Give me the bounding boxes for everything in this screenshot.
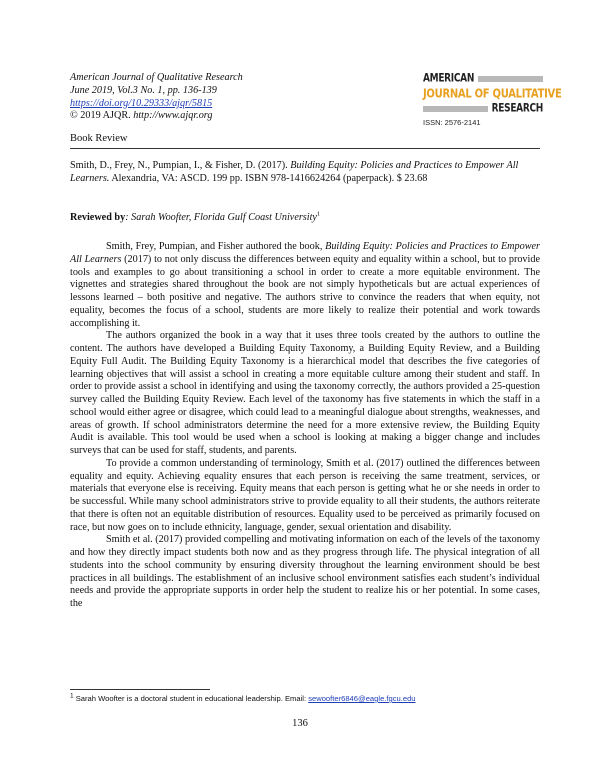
paragraph-text: (2017) to not only discuss the differences between equity and equality within a school, but to provide tools and examples to go about transitioning a school in order to create a more equitable environment. The vignettes and strategies shared throughout the book are not simply hypotheticals but are actual experiences of lessons learned – both positive and negative. The authors strive to convince the readers that when equity, not equality, becomes the focus of a school, students are more likely to realize their potential and work towards accomplishing it. bbox=[70, 253, 540, 329]
logo-word-research: RESEARCH bbox=[491, 102, 543, 116]
logo-word-journal: JOURNAL OF QUALITATIVE bbox=[423, 87, 562, 101]
journal-logo bbox=[423, 72, 562, 127]
citation-authors: Smith, D., Frey, N., Pumpian, I., & Fisher, D. (2017). bbox=[70, 160, 291, 171]
paragraph: Smith et al. (2017) provided compelling and motivating information on each of the levels of the taxonomy and how they directly impact students both now and as they progress through life. The physical integration of all students into the school community by ensuring diversity throughout the learning environment should be best practices in all buildings. The establishment of an inclusive school environment satisfies each student’s individual needs and provide the appropriate supports in order help the student to realize his or her potential. In some cases, the bbox=[70, 534, 540, 609]
footnote-text: Sarah Woofter is a doctoral student in educational leadership. Email: bbox=[73, 694, 309, 703]
logo-bar bbox=[423, 106, 488, 112]
page-number: 136 bbox=[292, 718, 308, 729]
issue-info: June 2019, Vol.3 No. 1, pp. 136-139 bbox=[70, 84, 217, 96]
reviewed-by bbox=[70, 212, 540, 225]
review-body bbox=[70, 241, 540, 611]
reviewed-by-label: Reviewed by bbox=[70, 212, 126, 223]
paragraph: The authors organized the book in a way that it uses three tools created by the authors to outline the content. The authors have developed a Building Equity Taxonomy, a Building Equity Review, and a Building Equity Full Audit. The Building Equity Taxonomy is a hierarchical model that describes the five categories of learning objectives that will assist a school in creating a more equitable culture among their student and staff. In order to provide assist a school in identifying and using the taxonomy correctly, the authors provided a 25-question survey called the Building Equity Review. Each level of the taxonomy has five statements in which the staff in a school would either agree or disagree, which could lead to a meaningful dialogue about strengths, weaknesses, and areas of growth. If school administrators determine the need for a more extensive review, the Building Equity Audit is available. This tool would be used when a school is looking at making a bigger change and includes surveys that can be used for staff, students, and parents. bbox=[70, 330, 540, 456]
paragraph bbox=[70, 241, 540, 330]
logo-bar bbox=[478, 76, 543, 82]
book-citation bbox=[70, 160, 540, 186]
footnote-number: 1 bbox=[70, 692, 74, 700]
footnote-divider bbox=[70, 689, 210, 690]
logo-word-american: AMERICAN bbox=[423, 72, 475, 86]
email-link[interactable]: sewoofter6846@eagle.fgcu.edu bbox=[308, 694, 416, 703]
paragraph-text: Smith, Frey, Pumpian, and Fisher authored the book, bbox=[106, 241, 326, 252]
copyright-line bbox=[70, 110, 400, 123]
copyright-text: © 2019 AJQR. bbox=[70, 110, 131, 122]
paragraph: To provide a common understanding of terminology, Smith et al. (2017) outlined the differences between equality and equity. Achieving equality ensures that each person is receiving the same treatment, services, or materials that everyone else is receiving. Equity means that each person is getting what he or she needs in order to be successful. While many school administrators strive to provide equality to all their students, the authors reiterate that there is often not an equitable distribution of resources. Equality used to be perceived as primarily focused on race, but now goes on to include ethnicity, language, gender, sexual orientation and disability. bbox=[70, 457, 541, 533]
footnote bbox=[70, 694, 540, 704]
site-url[interactable]: http://www.ajqr.org bbox=[133, 110, 213, 122]
citation-title: Building Equity: Policies and Practices to Empower All Learners. bbox=[70, 160, 519, 184]
header-divider bbox=[70, 148, 540, 149]
doi-link[interactable]: https://doi.org/10.29333/ajqr/5815 bbox=[70, 97, 213, 109]
citation-details: Alexandria, VA: ASCD. 199 pp. ISBN 978-1416624264 (paperpack). $ 23.68 bbox=[109, 172, 428, 184]
journal-name: American Journal of Qualitative Research bbox=[70, 72, 243, 83]
reviewer-name: : Sarah Woofter, Florida Gulf Coast University bbox=[125, 212, 317, 223]
issn: ISSN: 2576-2141 bbox=[423, 118, 481, 127]
footnote-mark: 1 bbox=[316, 210, 321, 218]
section-label: Book Review bbox=[70, 133, 128, 144]
book-title-inline: Building Equity: Policies and Practices to Empower All Learners bbox=[70, 241, 540, 265]
journal-header bbox=[70, 72, 400, 123]
